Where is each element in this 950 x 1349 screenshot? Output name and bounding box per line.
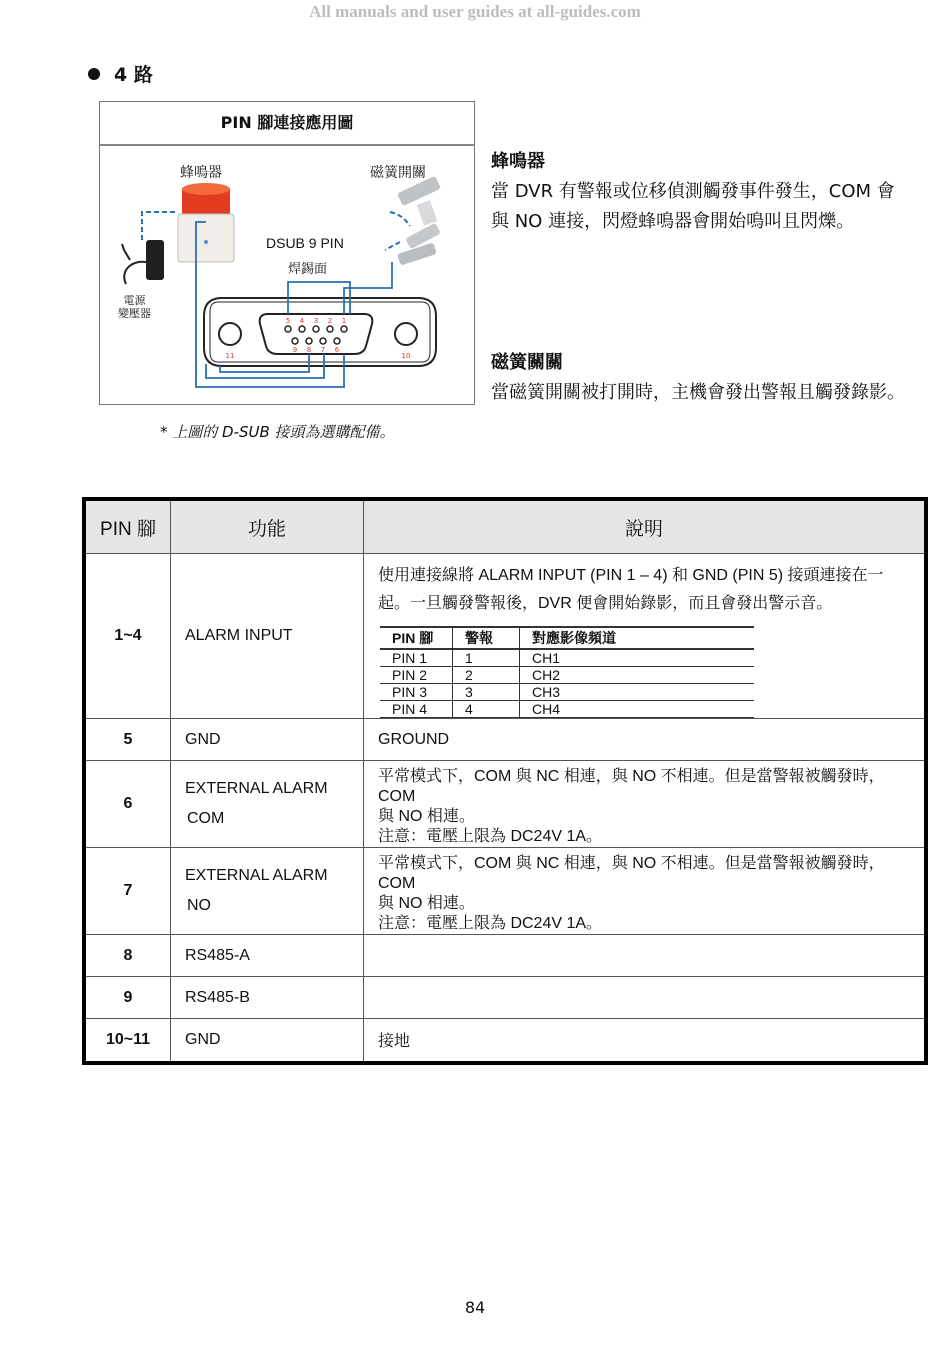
sub-header-alarm: 警報 xyxy=(453,627,520,649)
sub-table-row xyxy=(380,649,754,667)
watermark: All manuals and user guides at all-guides.com xyxy=(309,2,641,21)
buzzer-text-line: 當 DVR 有警報或位移偵測觸發事件發生，COM 會 xyxy=(491,181,895,202)
sub-cell: CH3 xyxy=(520,684,755,701)
description-line: 注意：電壓上限為 DC24V 1A。 xyxy=(378,915,603,932)
pin-cell: 5 xyxy=(84,719,171,761)
power-adapter-icon xyxy=(122,240,164,284)
function-cell xyxy=(171,848,364,935)
table-row xyxy=(84,761,926,848)
header-pin: PIN 腳 xyxy=(84,499,171,554)
description-line: 平常模式下，COM 與 NC 相連，與 NO 不相連。但是當警報被觸發時，COM xyxy=(378,855,885,892)
sub-header-channel: 對應影像頻道 xyxy=(520,627,755,649)
table-row xyxy=(84,554,926,719)
pin-number-label: 1 xyxy=(341,317,347,325)
reed-switch-heading: 磁簧關關 xyxy=(491,352,563,373)
section-title-text: 4 路 xyxy=(114,64,153,86)
description-line: 與 NO 相連。 xyxy=(378,895,475,912)
sub-cell: PIN 4 xyxy=(380,701,453,718)
buzzer-label: 蜂鳴器 xyxy=(180,165,222,181)
buzzer-text-line: 與 NO 連接，閃燈蜂鳴器會開始鳴叫且閃爍。 xyxy=(491,211,855,232)
table-header-row xyxy=(84,499,926,554)
function-cell: RS485-B xyxy=(171,977,364,1019)
sub-cell: 3 xyxy=(453,684,520,701)
dsub-connector-drawing xyxy=(100,102,474,404)
section-title xyxy=(88,60,153,87)
sub-cell: CH4 xyxy=(520,701,755,718)
function-line: EXTERNAL ALARM xyxy=(185,780,328,797)
pin-number-label: 4 xyxy=(299,317,305,325)
sub-cell: CH1 xyxy=(520,649,755,667)
function-cell: GND xyxy=(171,1019,364,1063)
header-function: 功能 xyxy=(171,499,364,554)
pin-number-label: 11 xyxy=(225,352,235,360)
page-number: 84 xyxy=(464,1298,486,1317)
sub-table-row xyxy=(380,684,754,701)
sub-cell: 4 xyxy=(453,701,520,718)
sub-cell: 2 xyxy=(453,667,520,684)
sub-header-pin: PIN 腳 xyxy=(380,627,453,649)
description-line: 注意：電壓上限為 DC24V 1A。 xyxy=(378,828,603,845)
description-cell xyxy=(364,761,927,848)
header-description: 說明 xyxy=(364,499,927,554)
sub-table-row xyxy=(380,667,754,684)
function-cell: RS485-A xyxy=(171,935,364,977)
sub-table-header xyxy=(380,627,754,649)
description-line: 起。一旦觸發警報後，DVR 便會開始錄影，而且會發出警示音。 xyxy=(378,595,833,612)
function-cell: GND xyxy=(171,719,364,761)
pin-number-label: 10 xyxy=(401,352,411,360)
function-line: EXTERNAL ALARM xyxy=(185,867,328,884)
pin-cell: 10~11 xyxy=(84,1019,171,1063)
function-cell xyxy=(171,761,364,848)
pin-number-label: 6 xyxy=(334,346,340,354)
sub-cell: 1 xyxy=(453,649,520,667)
description-line: 使用連接線將 ALARM INPUT (PIN 1 – 4) 和 GND (PIN 5) 接頭連接在一 xyxy=(378,567,884,584)
description-cell: 接地 xyxy=(364,1019,927,1063)
pin-cell: 1~4 xyxy=(84,554,171,719)
sub-cell: PIN 2 xyxy=(380,667,453,684)
pin-function-table xyxy=(82,497,928,1065)
description-cell xyxy=(364,977,927,1019)
dsub-label: DSUB 9 PIN xyxy=(266,235,344,251)
reed-switch-label: 磁簧開關 xyxy=(370,165,426,181)
pin-number-label: 8 xyxy=(306,346,312,354)
table-row xyxy=(84,1019,926,1063)
pin-cell: 6 xyxy=(84,761,171,848)
pin-connection-diagram xyxy=(99,101,475,405)
reed-switch-description xyxy=(491,348,905,408)
dsub-note: * 上圖的 D-SUB 接頭為選購配備。 xyxy=(160,423,395,441)
pin-cell: 7 xyxy=(84,848,171,935)
description-cell xyxy=(364,848,927,935)
description-cell xyxy=(364,554,927,719)
table-row xyxy=(84,977,926,1019)
power-adapter-label: 電源 變壓器 xyxy=(118,294,151,320)
diagram-title: PIN 腳連接應用圖 xyxy=(100,102,474,146)
sub-table-row xyxy=(380,701,754,718)
function-line: COM xyxy=(187,810,225,827)
pin-number-label: 5 xyxy=(285,317,291,325)
pin-cell: 8 xyxy=(84,935,171,977)
alarm-channel-table xyxy=(380,626,754,718)
table-row xyxy=(84,935,926,977)
sub-cell: CH2 xyxy=(520,667,755,684)
table-row xyxy=(84,848,926,935)
description-cell: GROUND xyxy=(364,719,927,761)
function-cell: ALARM INPUT xyxy=(171,554,364,719)
reed-switch-text: 當磁簧開關被打開時，主機會發出警報且觸發錄影。 xyxy=(491,382,905,403)
pin-number-label: 9 xyxy=(292,346,298,354)
sub-cell: PIN 3 xyxy=(380,684,453,701)
buzzer-heading: 蜂鳴器 xyxy=(491,151,545,172)
description-line: 與 NO 相連。 xyxy=(378,808,475,825)
pin-number-label: 2 xyxy=(327,317,333,325)
pin-cell: 9 xyxy=(84,977,171,1019)
sub-cell: PIN 1 xyxy=(380,649,453,667)
buzzer-description xyxy=(491,147,895,237)
reed-switch-icon xyxy=(397,176,441,266)
pin-number-label: 3 xyxy=(313,317,319,325)
table-row xyxy=(84,719,926,761)
function-line: NO xyxy=(187,897,211,914)
description-cell xyxy=(364,935,927,977)
bullet-icon xyxy=(88,68,100,80)
description-line: 平常模式下，COM 與 NC 相連，與 NO 不相連。但是當警報被觸發時，COM xyxy=(378,768,885,805)
solder-side-label: 焊錫面 xyxy=(288,262,328,277)
pin-number-label: 7 xyxy=(320,346,326,354)
